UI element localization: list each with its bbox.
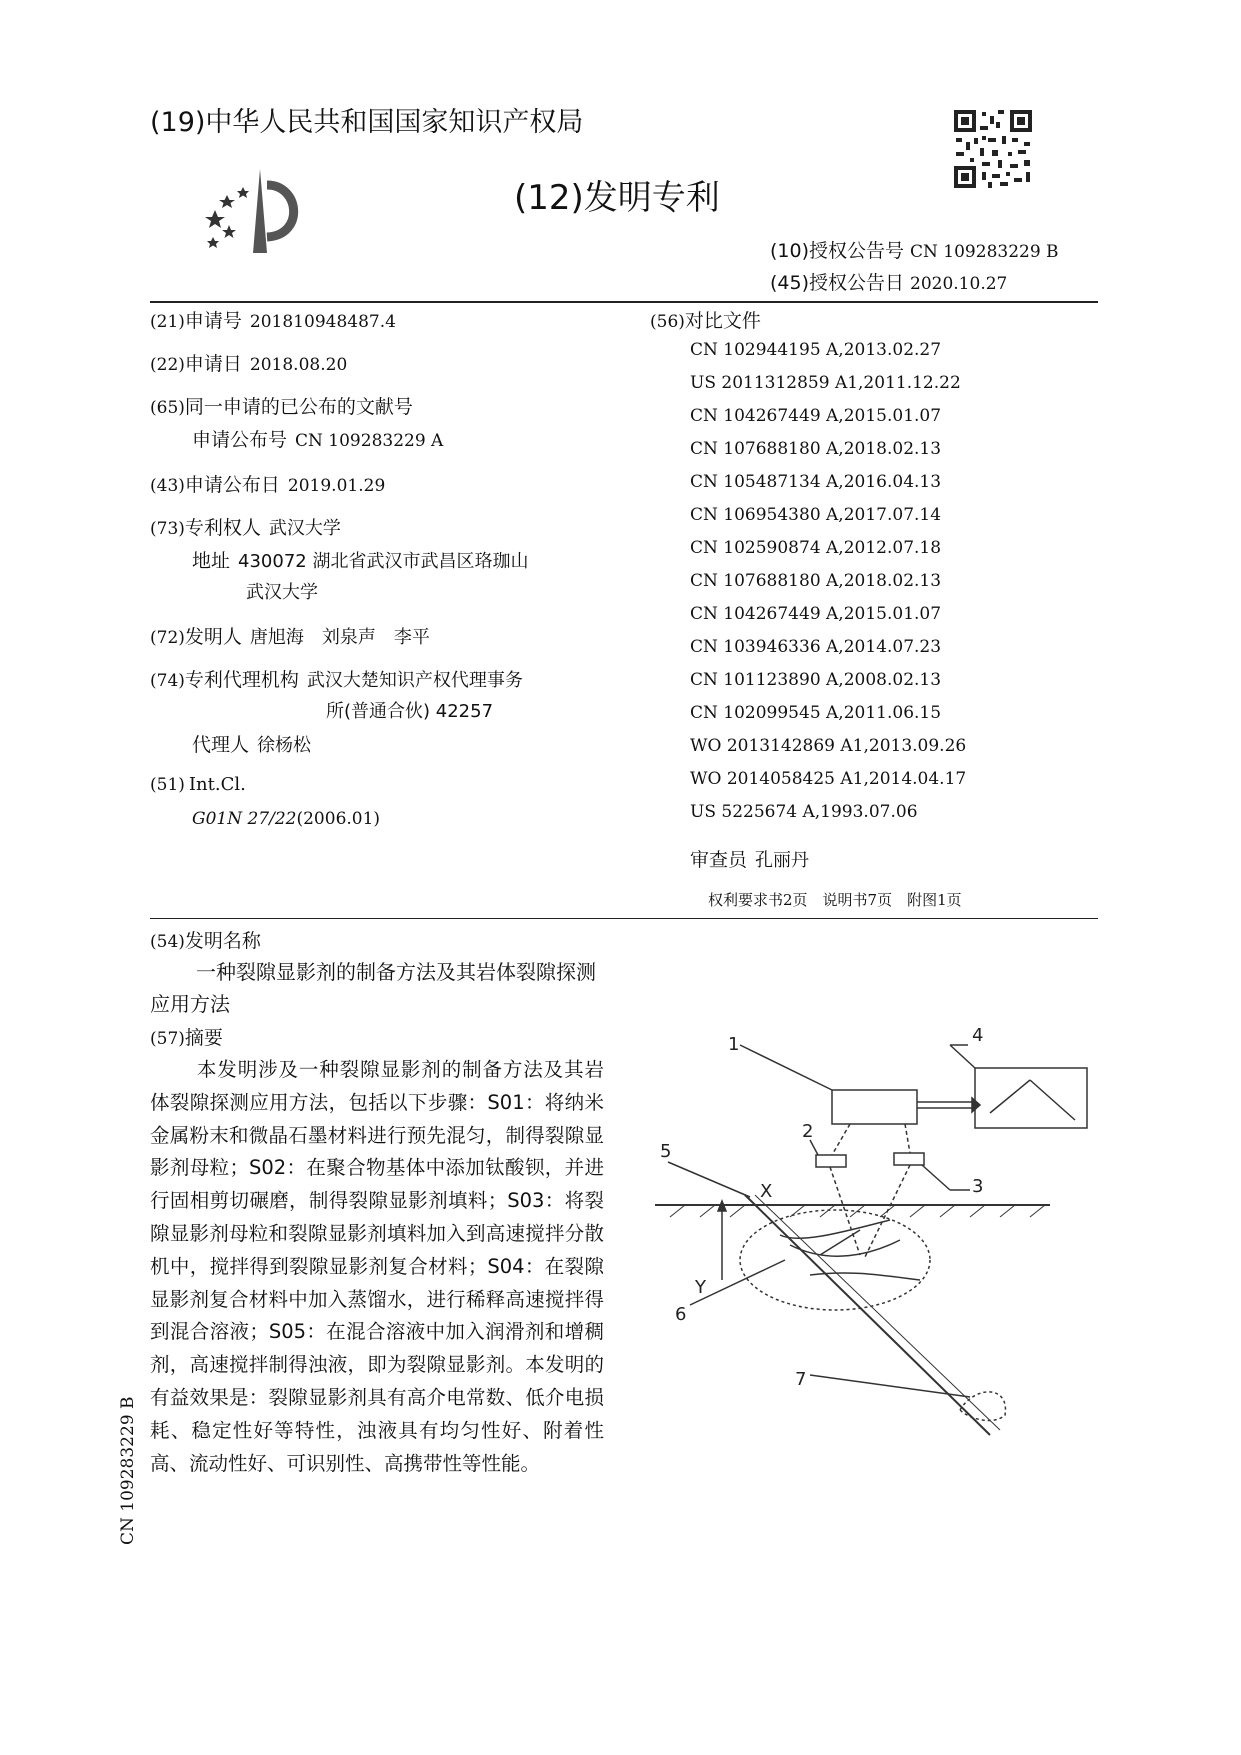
antenna-2-box <box>816 1155 846 1167</box>
office-name: (19)中华人民共和国国家知识产权局 <box>150 107 584 138</box>
figure-label: 4 <box>972 1025 984 1046</box>
logo-star-icon <box>222 225 236 238</box>
grant-date: 2020.10.27 <box>910 274 1008 294</box>
citations-heading: (56)对比文件 <box>650 310 761 332</box>
qr-code <box>952 108 1034 190</box>
citation-item: CN 105487134 A,2016.04.13 <box>690 472 942 492</box>
citation-item: CN 103946336 A,2014.07.23 <box>690 637 942 657</box>
borehole-line <box>745 1195 990 1435</box>
inventors: (72)发明人 唐旭海 刘泉声 李平 <box>150 626 430 648</box>
grant-number-label: (10)授权公告号 <box>770 240 905 262</box>
abstract-figure <box>650 1025 1100 1445</box>
publication-date: (43)申请公布日 2019.01.29 <box>150 474 386 496</box>
citation-item: CN 102944195 A,2013.02.27 <box>690 340 942 360</box>
figure-label: 6 <box>675 1304 687 1325</box>
logo-star-icon <box>207 237 219 248</box>
body-divider <box>150 918 1098 919</box>
figure-label: 7 <box>795 1369 807 1390</box>
citation-item: CN 106954380 A,2017.07.14 <box>690 505 942 525</box>
citation-item: CN 102590874 A,2012.07.18 <box>690 538 942 558</box>
header-divider <box>150 301 1098 303</box>
device-4-box <box>975 1068 1087 1128</box>
address-line-1: 地址 430072 湖北省武汉市武昌区珞珈山 <box>192 550 529 572</box>
invention-title-heading: (54)发明名称 <box>150 930 261 952</box>
logo-star-icon <box>219 195 235 208</box>
prior-publication-number: 申请公布号 CN 109283229 A <box>192 429 444 451</box>
figure-label: 1 <box>728 1034 740 1055</box>
fracture-zone <box>740 1210 930 1310</box>
citation-item: CN 104267449 A,2015.01.07 <box>690 604 942 624</box>
citation-item: WO 2013142869 A1,2013.09.26 <box>690 736 967 756</box>
citation-item: CN 101123890 A,2008.02.13 <box>690 670 942 690</box>
figure-label: 5 <box>660 1141 672 1162</box>
grant-number-row <box>770 236 1059 263</box>
antenna-3-box <box>894 1153 924 1165</box>
ipc-class: G01N 27/22(2006.01) <box>192 809 381 829</box>
citation-item: CN 107688180 A,2018.02.13 <box>690 439 942 459</box>
citation-item: US 5225674 A,1993.07.06 <box>690 802 918 822</box>
figure-label: 3 <box>972 1176 984 1197</box>
document-type: (12)发明专利 <box>514 178 720 218</box>
abstract-text: 本发明涉及一种裂隙显影剂的制备方法及其岩体裂隙探测应用方法，包括以下步骤：S01：将纳米金属粉末和微晶石墨材料进行预先混匀，制得裂隙显影剂母粒；S02：在聚合物基体中添加钛酸钡，并进行固相剪切碾磨，制得裂隙显影剂填料；S03：将裂隙显影剂母粒和裂隙显影剂填料加入到高速搅拌分散机中，搅拌得到裂隙显影剂复合材料；S04：在裂隙显影剂复合材料中加入蒸馏水，进行稀释高速搅拌得到混合溶液；S05：在混合溶液中加入润滑剂和增稠剂，高速搅拌制得浊液，即为裂隙显影剂。本发明的有益效果是：裂隙显影剂具有高介电常数、低介电损耗、稳定性好等特性，浊液具有均匀性好、附着性高、流动性好、可识别性、高携带性等性能。 <box>150 1058 604 1475</box>
ipc-heading: (51) Int.Cl. <box>150 774 246 795</box>
agency-line-1: (74)专利代理机构 武汉大楚知识产权代理事务 <box>150 669 523 691</box>
agency-line-2: 所(普通合伙) 42257 <box>326 701 494 722</box>
grant-number: CN 109283229 B <box>910 242 1059 262</box>
address-line-2: 武汉大学 <box>246 582 318 603</box>
citation-item: WO 2014058425 A1,2014.04.17 <box>690 769 967 789</box>
page-counts: 权利要求书2页 说明书7页 附图1页 <box>708 891 962 909</box>
figure-label: X <box>760 1181 773 1202</box>
patentee: (73)专利权人 武汉大学 <box>150 517 341 539</box>
agent: 代理人 徐杨松 <box>192 734 312 756</box>
figure-label: 2 <box>802 1121 814 1142</box>
prior-publication-heading: (65)同一申请的已公布的文献号 <box>150 396 413 418</box>
figure-label: Y <box>695 1277 706 1298</box>
device-1-box <box>832 1090 917 1124</box>
citation-item: CN 102099545 A,2011.06.15 <box>690 703 942 723</box>
invention-title: 一种裂隙显影剂的制备方法及其岩体裂隙探测应用方法 <box>150 960 596 1016</box>
cnipa-logo <box>205 165 315 260</box>
logo-star-icon <box>205 210 225 228</box>
application-number: (21)申请号 201810948487.4 <box>150 310 396 332</box>
application-date: (22)申请日 2018.08.20 <box>150 353 348 375</box>
citation-item: CN 104267449 A,2015.01.07 <box>690 406 942 426</box>
logo-star-icon <box>237 187 249 198</box>
citation-item: US 2011312859 A1,2011.12.22 <box>690 373 961 393</box>
examiner: 审查员 孔丽丹 <box>690 849 810 871</box>
grant-date-label: (45)授权公告日 <box>770 272 905 294</box>
grant-date-row <box>770 268 1007 295</box>
citation-item: CN 107688180 A,2018.02.13 <box>690 571 942 591</box>
abstract-heading: (57)摘要 <box>150 1027 223 1049</box>
side-patent-number: CN 109283229 B <box>118 1396 138 1545</box>
